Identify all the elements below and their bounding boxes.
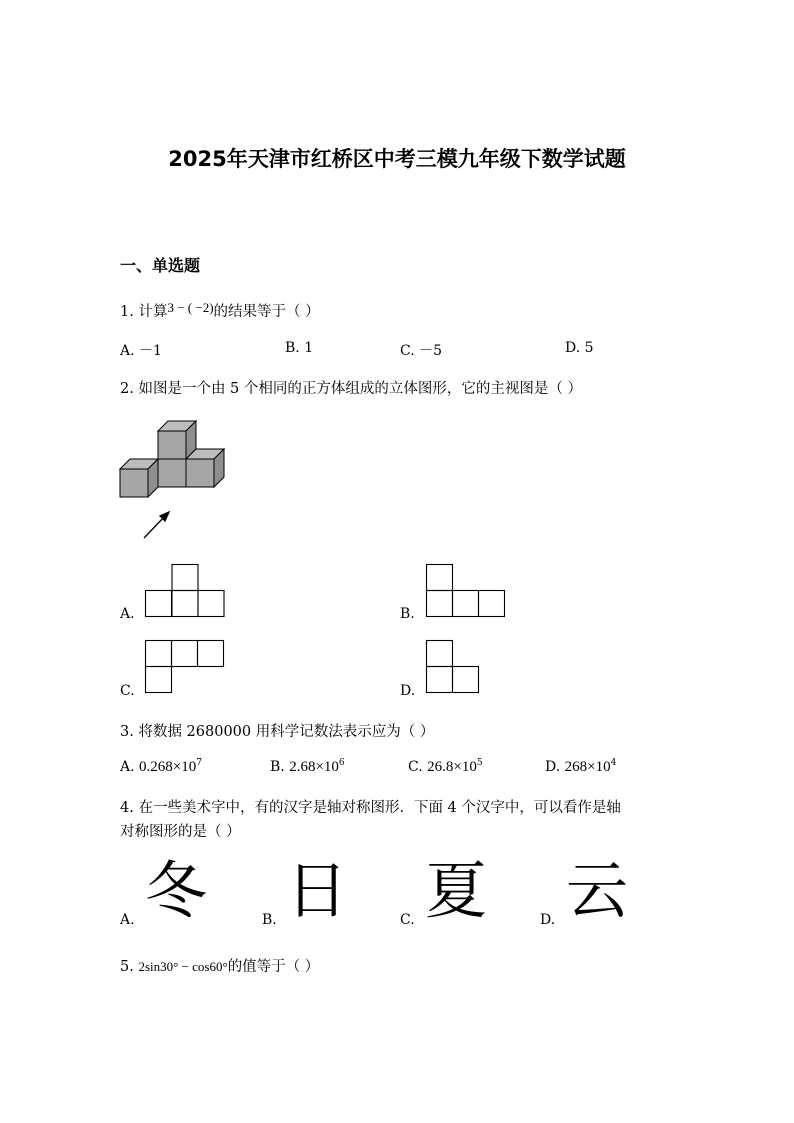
- question-4-line-1: 4. 在一些美术字中，有的汉字是轴对称图形．下面 4 个汉字中，可以看作是轴: [120, 800, 621, 816]
- question-1-prefix: 1. 计算: [120, 304, 168, 320]
- q4-option-c-label: C.: [400, 912, 415, 928]
- q2-option-b-figure: [426, 564, 508, 619]
- q3-option-a-exp: 7: [196, 758, 202, 768]
- q2-option-d-label: D.: [400, 683, 416, 699]
- q3-option-a-label: A.: [120, 759, 135, 775]
- q1-option-d: D. 5: [565, 340, 594, 356]
- question-1: [120, 300, 320, 321]
- q2-option-c-label: C.: [120, 683, 135, 699]
- q3-option-c-label: C.: [408, 759, 423, 775]
- q4-option-c-char: 夏: [425, 854, 488, 927]
- q2-option-b-label: B.: [400, 606, 415, 622]
- q1-option-a: A. －1: [120, 343, 162, 359]
- q4-option-a-label: A.: [120, 912, 135, 928]
- question-1-expression: 3 − ( −2): [167, 300, 214, 315]
- q3-option-d-label: D.: [545, 759, 561, 775]
- q4-option-a-char: 冬: [145, 854, 208, 927]
- question-2: 2. 如图是一个由 5 个相同的正方体组成的立体图形，它的主视图是（ ）: [120, 381, 582, 397]
- q3-option-c-base: 26.8×10: [427, 759, 477, 775]
- question-1-suffix: 的结果等于（ ）: [213, 304, 320, 320]
- q3-option-d-base: 268×10: [564, 759, 611, 775]
- question-5-suffix: 的值等于（ ）: [227, 959, 320, 975]
- q2-option-a-figure: [145, 564, 227, 619]
- question-3: 3. 将数据 2680000 用科学记数法表示应为（ ）: [120, 724, 435, 740]
- q2-option-c-figure: [145, 640, 227, 695]
- q3-option-d-exp: 4: [610, 758, 617, 768]
- q3-option-a: [120, 758, 202, 776]
- page-title: 2025年天津市红桥区中考三模九年级下数学试题: [168, 147, 626, 171]
- q4-option-b-char: 日: [286, 854, 349, 927]
- section-heading: 一、单选题: [120, 256, 201, 275]
- question-5-prefix: 5.: [120, 959, 139, 975]
- q3-option-c: [408, 758, 483, 776]
- q3-option-d: [545, 758, 616, 776]
- q3-option-b-base: 2.68×10: [289, 759, 339, 775]
- q3-option-b: [270, 758, 345, 776]
- question-4-line-2: 对称图形的是（ ）: [120, 824, 241, 840]
- question-5: [120, 955, 319, 976]
- view-direction-arrow-icon: [144, 512, 169, 538]
- solid-figure-illustration: [110, 415, 240, 545]
- q3-option-b-label: B.: [270, 759, 285, 775]
- q4-option-d-char: 云: [566, 854, 629, 927]
- q4-option-b-label: B.: [262, 912, 277, 928]
- q3-option-a-base: 0.268×10: [139, 759, 197, 775]
- q2-option-a-label: A.: [120, 606, 135, 622]
- q4-option-d-label: D.: [540, 912, 556, 928]
- q2-option-d-figure: [426, 640, 482, 695]
- q3-option-c-exp: 5: [476, 758, 483, 768]
- q1-option-c: C. －5: [400, 343, 443, 359]
- question-5-expression: 2sin30° − cos60°: [138, 959, 228, 974]
- q3-option-b-exp: 6: [338, 758, 345, 768]
- q1-option-b: B. 1: [285, 340, 314, 356]
